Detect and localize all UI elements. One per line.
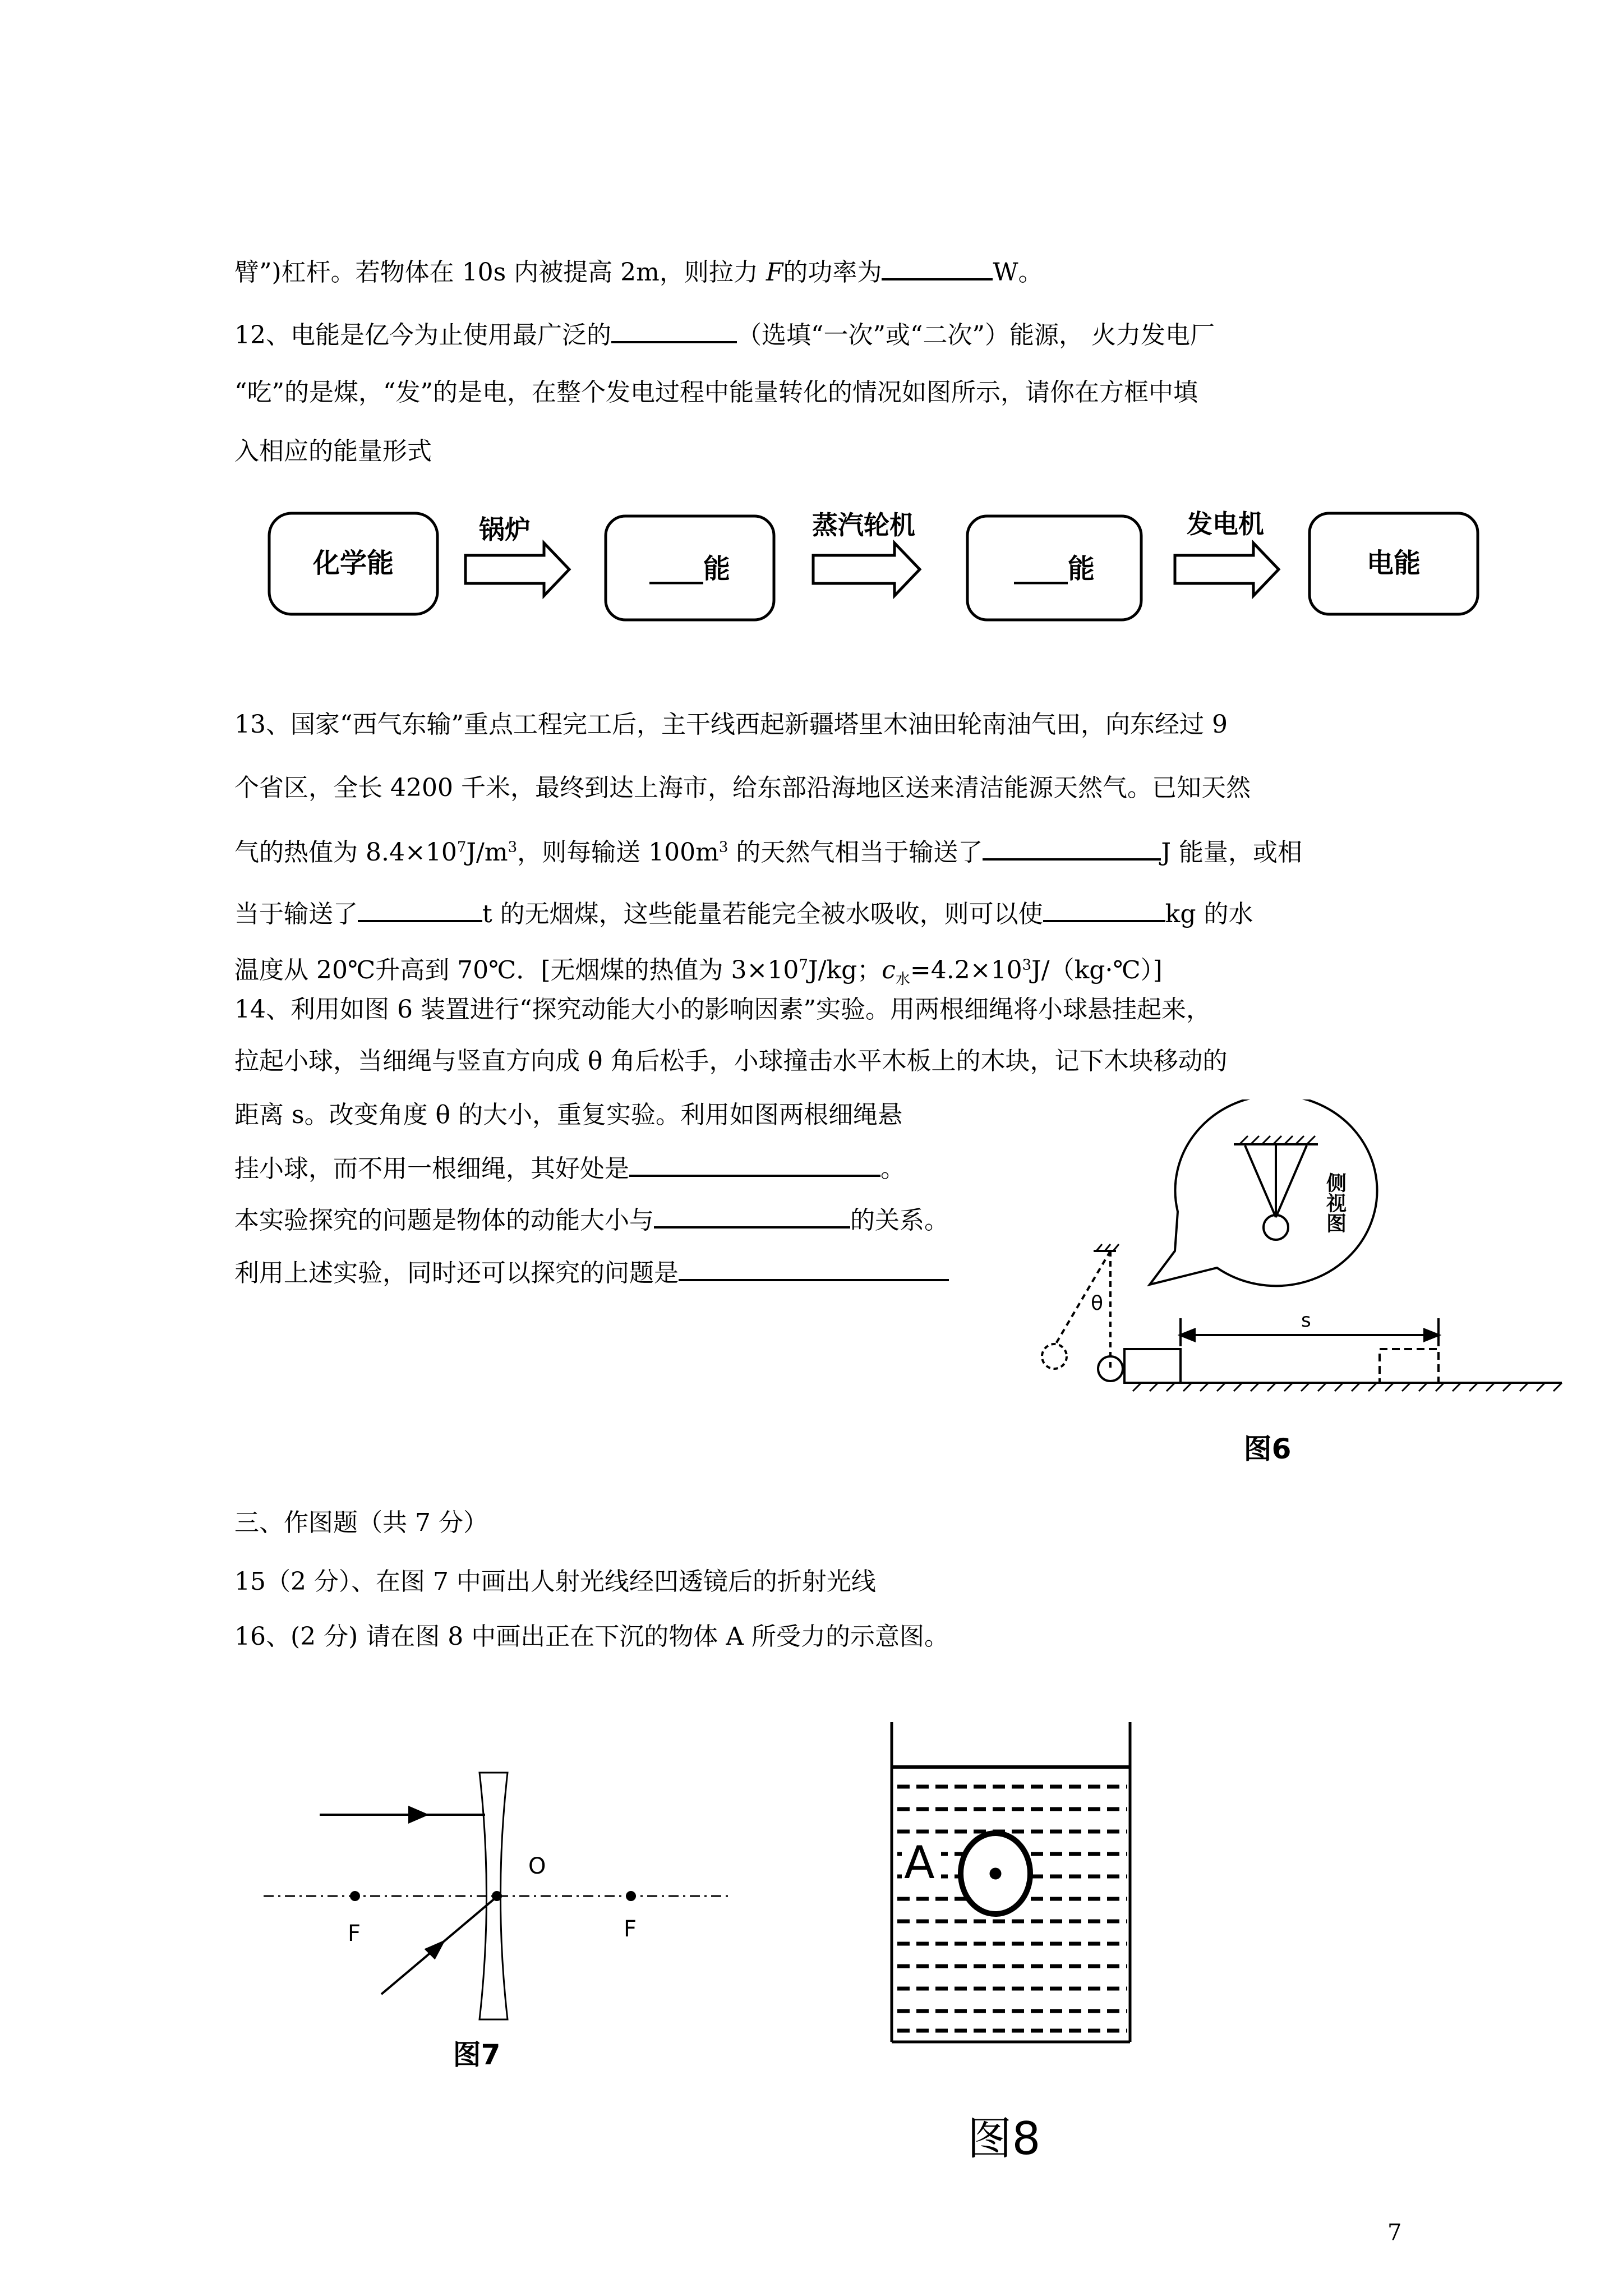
q13-blank-energy[interactable] xyxy=(983,834,1161,861)
q13-line1: 13、国家“西气东输”重点工程完工后，主干线西起新疆塔里木油田轮南油气田，向东经过 9 xyxy=(234,710,1228,739)
flow-box3-label: ____能 xyxy=(1013,553,1095,585)
q13-text: 的天然气相当于输送了 xyxy=(728,838,983,867)
figure-6 xyxy=(1032,1099,1570,1481)
fig6-theta-label: θ xyxy=(1091,1292,1104,1315)
q16-text: 16、(2 分) 请在图 8 中画出正在下沉的物体 A 所受力的示意图。 xyxy=(234,1622,949,1651)
flow-box1-label: 化学能 xyxy=(312,547,394,579)
q12-blank[interactable] xyxy=(611,316,737,343)
q13-text: J/（kg·℃）] xyxy=(1031,956,1163,984)
q14-text: 利用上述实验，同时还可以探究的问题是 xyxy=(234,1259,679,1287)
q13-text: ，则每输送 100m xyxy=(517,838,719,867)
q11-unit: W。 xyxy=(993,258,1043,287)
q13-var-c: c xyxy=(882,956,896,984)
q13-line4 xyxy=(234,895,1253,931)
q14-line4 xyxy=(234,1150,905,1186)
q14-line3: 距离 s。改变角度 θ 的大小，重复实验。利用如图两根细绳悬 xyxy=(234,1101,903,1129)
q13-line3 xyxy=(234,834,1302,869)
q12-line3: 入相应的能量形式 xyxy=(234,437,432,466)
fig7-f-right-label: F xyxy=(624,1916,637,1942)
q12-text-1b: （选填“一次”或“二次”）能源， 火力发电厂 xyxy=(737,321,1215,349)
q13-text: 气的热值为 8.4×10 xyxy=(234,838,457,867)
q11-blank[interactable] xyxy=(882,254,993,280)
flow-arrow1-label: 锅炉 xyxy=(479,514,531,545)
fig6-caption: 图6 xyxy=(1243,1433,1292,1465)
q14-blank-1[interactable] xyxy=(629,1150,880,1177)
q11-text-2: 的功率为 xyxy=(783,258,882,287)
flow-box4-label: 电能 xyxy=(1366,547,1421,579)
fig7-caption: 图7 xyxy=(453,2039,501,2071)
fig6-side-view-label: 侧视图 xyxy=(1323,1172,1347,1233)
q12-line1 xyxy=(234,316,1215,352)
fig8-a-label: A xyxy=(904,1837,935,1889)
q13-text: =4.2×10 xyxy=(910,956,1022,984)
q13-sup: 7 xyxy=(457,839,467,856)
page-number: 7 xyxy=(1387,2220,1402,2246)
energy-flow-diagram xyxy=(258,499,1492,634)
q13-text: t 的无烟煤，这些能量若能完全被水吸收，则可以使 xyxy=(482,900,1043,928)
q11-text: 臂”)杠杆。若物体在 10s 内被提高 2m，则拉力 xyxy=(234,258,766,287)
figure-8 xyxy=(875,1711,1166,2188)
q14-blank-2[interactable] xyxy=(654,1202,850,1228)
q13-text: J/kg； xyxy=(808,956,882,984)
q11-var: F xyxy=(766,258,783,287)
figure-7 xyxy=(258,1761,751,2076)
flow-arrow-2 xyxy=(813,543,920,596)
q13-text: J/m xyxy=(466,838,508,867)
q13-blank-water[interactable] xyxy=(1043,895,1165,922)
q12-line2: “吃”的是煤，“发”的是电，在整个发电过程中能量转化的情况如图所示，请你在方框中填 xyxy=(234,378,1198,407)
q14-line1: 14、利用如图 6 装置进行“探究动能大小的影响因素”实验。用两根细绳将小球悬挂起来， xyxy=(234,995,1211,1024)
q14-line6 xyxy=(234,1254,949,1290)
flow-arrow-1 xyxy=(465,543,569,596)
q14-blank-3[interactable] xyxy=(679,1254,949,1281)
q14-line5 xyxy=(234,1202,949,1237)
q13-line5 xyxy=(234,954,1163,987)
q15-text: 15（2 分）、在图 7 中画出人射光线经凹透镜后的折射光线 xyxy=(234,1567,876,1596)
fig8-caption: 图8 xyxy=(967,2113,1041,2165)
q14-text: 本实验探究的问题是物体的动能大小与 xyxy=(234,1206,654,1235)
fig7-o-label: O xyxy=(528,1853,546,1879)
q12-text-1a: 12、电能是亿今为止使用最广泛的 xyxy=(234,321,611,349)
q14-text: 。 xyxy=(880,1154,905,1183)
q14-line2: 拉起小球，当细绳与竖直方向成 θ 角后松手，小球撞击水平木板上的木块，记下木块移动的 xyxy=(234,1047,1228,1075)
section3-title: 三、作图题（共 7 分） xyxy=(234,1508,488,1537)
flow-box2-label: ____能 xyxy=(649,553,731,585)
q13-line2: 个省区，全长 4200 千米，最终到达上海市，给东部沿海地区送来清洁能源天然气。已知天然 xyxy=(234,774,1251,802)
q13-text: J 能量，或相 xyxy=(1161,838,1302,867)
q13-text: 当于输送了 xyxy=(234,900,358,928)
q11-tail-line xyxy=(234,254,1043,289)
fig7-f-left-label: F xyxy=(348,1921,361,1947)
q13-sup: 3 xyxy=(508,839,518,856)
q13-text: kg 的水 xyxy=(1165,900,1253,928)
q13-sup: 3 xyxy=(1022,956,1032,974)
flow-arrow3-label: 发电机 xyxy=(1187,509,1264,539)
q13-sup: 7 xyxy=(799,956,808,974)
q13-text: 温度从 20℃升高到 70℃．[无烟煤的热值为 3×10 xyxy=(234,956,799,984)
q14-text: 挂小球，而不用一根细绳，其好处是 xyxy=(234,1154,629,1183)
q13-sub: 水 xyxy=(895,970,910,988)
flow-arrow2-label: 蒸汽轮机 xyxy=(812,510,915,540)
q13-sup: 3 xyxy=(718,839,728,856)
q13-blank-coal[interactable] xyxy=(358,895,482,922)
fig6-s-label: s xyxy=(1301,1309,1311,1332)
q14-text: 的关系。 xyxy=(850,1206,949,1235)
flow-arrow-3 xyxy=(1175,543,1279,596)
